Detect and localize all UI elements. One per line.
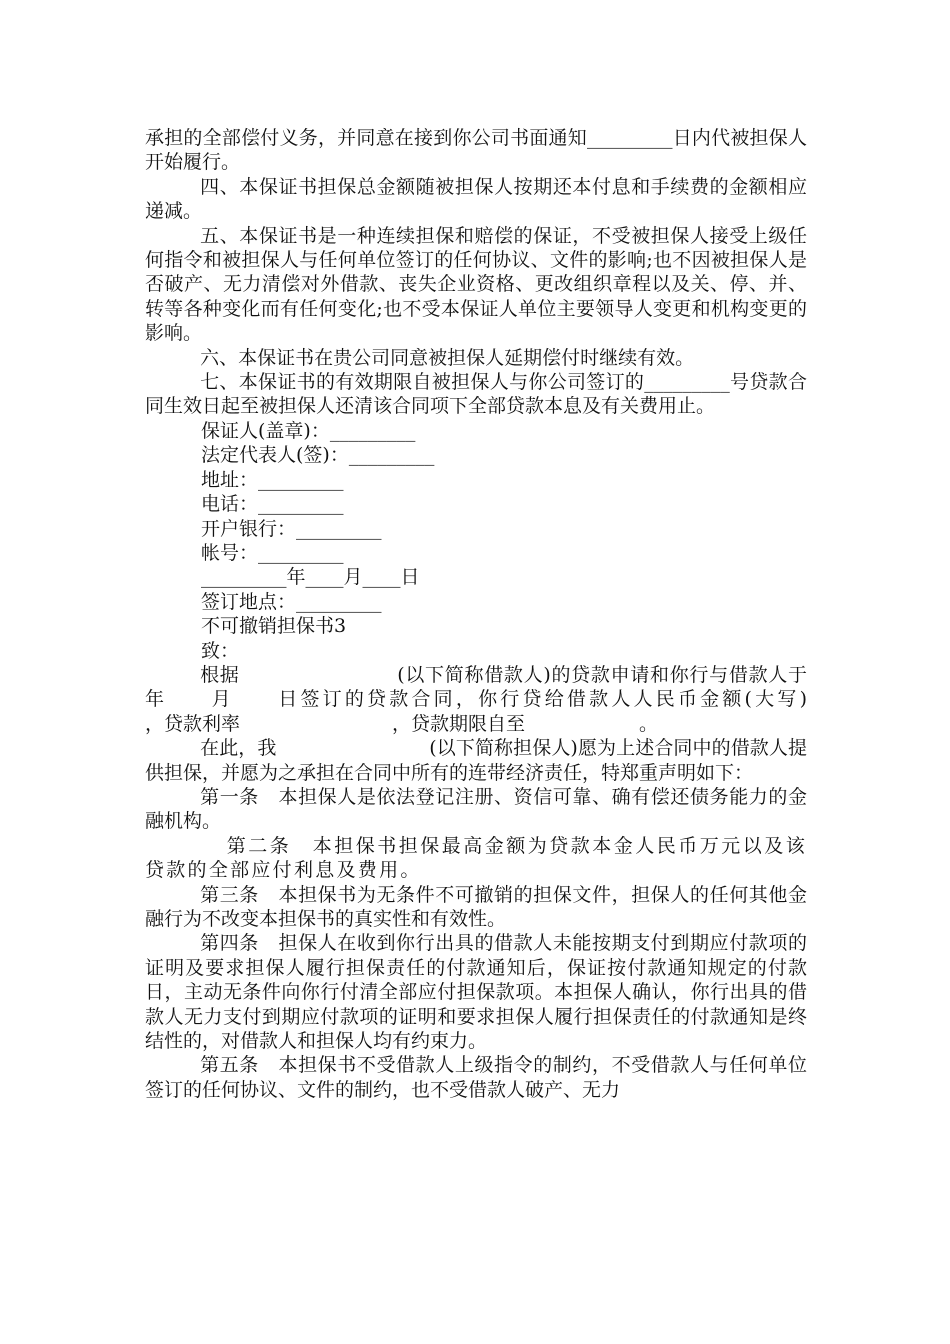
loan-background: 根据 (以下简称借款人)的贷款申请和你行与借款人于 年 月 日签订的贷款合同，你行贷给借款人人民币金额(大写) ，贷款利率 ，贷款期限自至 。 [145, 663, 941, 735]
clause-seven: 七、本保证书的有效期限自被担保人与你公司签订的_________号贷款合同生效日起至被担保人还清该合同项下全部贷款本息及有关费用止。 [145, 371, 807, 418]
clause-five: 五、本保证书是一种连续担保和赔偿的保证，不受被担保人接受上级任何指令和被担保人与任何单位签订的任何协议、文件的影响;也不因被担保人是否破产、无力清偿对外借款、丧失企业资格、更改组织章程以及关、停、并、转等各种变化而有任何变化;也不受本保证人单位主要领导人变更和机构变更的影响。 [145, 224, 807, 345]
clause-six: 六、本保证书在贵公司同意被担保人延期偿付时继续有效。 [200, 346, 695, 369]
article-one: 第一条 本担保人是依法登记注册、资信可靠、确有偿还债务能力的金融机构。 [145, 785, 807, 833]
phone-line: 电话：_________ [201, 493, 344, 516]
address-line: 地址：_________ [201, 468, 344, 491]
salutation: 致： [201, 639, 240, 662]
article-two: 第二条 本担保书担保最高金额为贷款本金人民币万元以及该贷款的全部应付利息及费用。 [145, 834, 807, 882]
account-line: 帐号：_________ [201, 541, 344, 564]
clause-four: 四、本保证书担保总金额随被担保人按期还本付息和手续费的金额相应递减。 [145, 175, 807, 223]
paragraph-continuation: 承担的全部偿付义务，并同意在接到你公司书面通知_________日内代被担保人开始履行。 [145, 127, 807, 174]
document-page [145, 126, 941, 1102]
guarantor-seal-line: 保证人(盖章)：_________ [201, 419, 416, 442]
place-line: 签订地点：_________ [201, 590, 382, 613]
legal-rep-line: 法定代表人(签)：_________ [201, 444, 435, 467]
article-three: 第三条 本担保书为无条件不可撤销的担保文件，担保人的任何其他金融行为不改变本担保书的真实性和有效性。 [145, 883, 807, 930]
guarantee-statement: 在此，我 (以下简称担保人)愿为上述合同中的借款人提供担保，并愿为之承担在合同中所有的连带经济责任，特郑重声明如下： [145, 737, 807, 784]
section-title: 不可撤销担保书3 [201, 615, 347, 638]
article-five: 第五条 本担保书不受借款人上级指令的制约，不受借款人与任何单位签订的任何协议、文件的制约，也不受借款人破产、无力 [145, 1054, 807, 1101]
article-four: 第四条 担保人在收到你行出具的借款人未能按期支付到期应付款项的证明及要求担保人履行担保责任的付款通知后，保证按付款通知规定的付款日，主动无条件向你行付清全部应付担保款项。本担保人确认，你行出具的借款人无力支付到期应付款项的证明和要求担保人履行担保责任的付款通知是终结性的，对借款人和担保人均有约束力。 [145, 932, 807, 1053]
date-line: _________年____月____日 [201, 566, 420, 589]
bank-line: 开户银行：_________ [201, 517, 382, 540]
